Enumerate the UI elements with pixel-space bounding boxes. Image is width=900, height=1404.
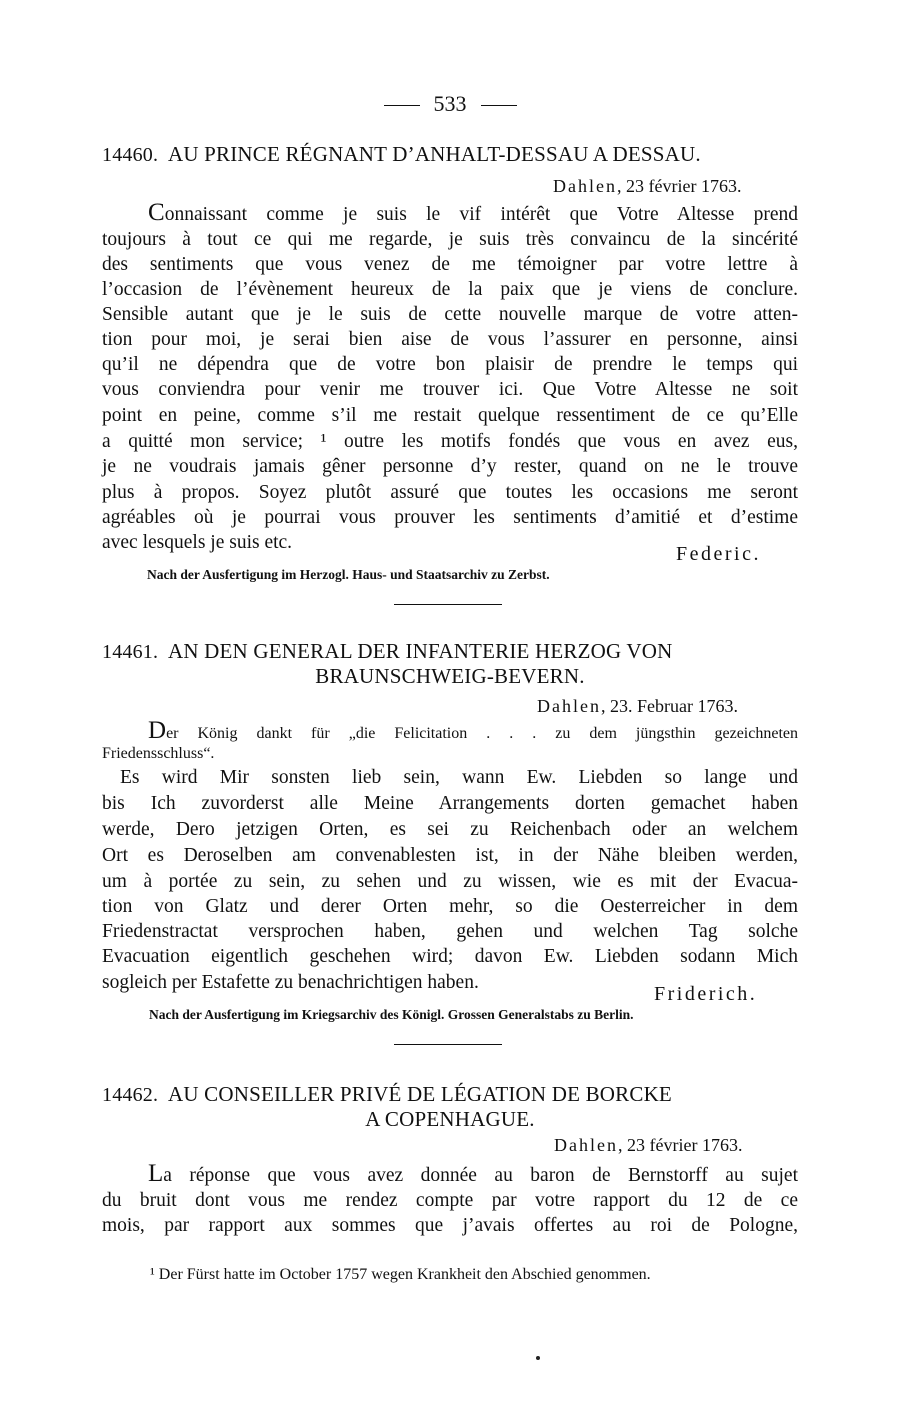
letter-number: 14462. bbox=[102, 1084, 159, 1106]
page-number: 533 bbox=[433, 91, 467, 116]
body-line bbox=[148, 1162, 798, 1188]
dateline-date: , 23 février 1763. bbox=[616, 176, 742, 196]
body-line: je ne voudrais jamais gêner personne d’y rester, quand on ne le trouve bbox=[102, 456, 798, 477]
body-line-rest: onnaissant comme je suis le vif intérêt que Votre Altesse prend bbox=[164, 204, 798, 225]
body-line: sogleich per Estafette zu benachrichtigen haben. bbox=[102, 972, 479, 993]
dateline bbox=[537, 695, 738, 717]
section-divider bbox=[394, 1044, 502, 1045]
body-line: qu’il ne dépendra que de votre bon plaisir de prendre le temps qui bbox=[102, 354, 798, 375]
initial-letter: D bbox=[148, 717, 167, 744]
dateline bbox=[553, 175, 741, 197]
body-line: mois, par rapport aux sommes que j’avais offertes au roi de Pologne, bbox=[102, 1215, 798, 1236]
summary-line-rest: er König dankt für „die Felicitation . . . zu dem jüngsthin gezeichneten bbox=[166, 725, 798, 742]
signature: Federic. bbox=[676, 543, 761, 565]
body-line: avec lesquels je suis etc. bbox=[102, 532, 293, 553]
dateline-place: Dahlen bbox=[537, 696, 601, 716]
body-line: point en peine, comme s’il me restait quelque ressentiment de ce qu’Elle bbox=[102, 405, 798, 426]
body-line: Sensible autant que je le suis de cette nouvelle marque de votre atten- bbox=[102, 304, 798, 325]
body-line: werde, Dero jetzigen Orten, es sei zu Reichenbach oder an welchem bbox=[102, 819, 798, 840]
letter-heading bbox=[102, 1081, 672, 1108]
dateline-date: , 23. Februar 1763. bbox=[600, 696, 738, 716]
page-mark bbox=[536, 1356, 540, 1360]
summary-line bbox=[148, 717, 798, 745]
summary-line: Friedensschluss“. bbox=[102, 745, 215, 762]
body-line: tion von Glatz und derer Orten mehr, so die Oesterreicher in dem bbox=[102, 896, 798, 917]
page-header bbox=[0, 90, 900, 118]
letter-heading-line: AN DEN GENERAL DER INFANTERIE HERZOG VON bbox=[167, 639, 673, 663]
dateline-date: , 23 février 1763. bbox=[617, 1135, 743, 1155]
initial-letter: C bbox=[148, 199, 165, 226]
header-dash-right bbox=[481, 105, 517, 106]
dateline-place: Dahlen bbox=[553, 176, 617, 196]
body-line: bis Ich zuvorderst alle Meine Arrangements dorten gemachet haben bbox=[102, 793, 798, 814]
body-line: Es wird Mir sonsten lieb sein, wann Ew. Liebden so lange und bbox=[120, 767, 798, 788]
letter-heading bbox=[102, 141, 701, 168]
body-line: um à portée zu sein, zu sehen und zu wissen, wie es mit der Evacua- bbox=[102, 871, 798, 892]
letter-heading-line: AU PRINCE RÉGNANT D’ANHALT-DESSAU A DESSAU. bbox=[167, 142, 701, 166]
dateline bbox=[554, 1134, 742, 1156]
body-line: Ort es Deroselben am convenablesten ist, in der Nähe bleiben werden, bbox=[102, 845, 798, 866]
body-line: toujours à tout ce qui me regarde, je suis très convaincu de la sincérité bbox=[102, 229, 798, 250]
body-line: vous conviendra pour venir me trouver ici. Que Votre Altesse ne soit bbox=[102, 379, 798, 400]
source-note: Nach der Ausfertigung im Herzogl. Haus- und Staatsarchiv zu Zerbst. bbox=[147, 567, 550, 582]
body-line: du bruit dont vous me rendez compte par votre rapport du 12 de ce bbox=[102, 1190, 798, 1211]
section-divider bbox=[394, 604, 502, 605]
body-line: l’occasion de l’évènement heureux de la paix que je viens de conclure. bbox=[102, 279, 798, 300]
letter-heading-line: BRAUNSCHWEIG-BEVERN. bbox=[315, 664, 585, 688]
body-line: Friedenstractat versprochen haben, gehen und welchen Tag solche bbox=[102, 921, 798, 942]
body-line: tion pour moi, je serai bien aise de vous l’assurer en personne, ainsi bbox=[102, 329, 798, 350]
signature: Friderich. bbox=[654, 983, 758, 1005]
letter-heading-line: AU CONSEILLER PRIVÉ DE LÉGATION DE BORCKE bbox=[167, 1082, 672, 1106]
body-line-rest: a réponse que vous avez donnée au baron de Bernstorff au sujet bbox=[163, 1165, 798, 1186]
body-line: plus à propos. Soyez plutôt assuré que toutes les occasions me seront bbox=[102, 482, 798, 503]
letter-heading-line: A COPENHAGUE. bbox=[365, 1107, 535, 1131]
letter-number: 14461. bbox=[102, 641, 159, 663]
body-line: agréables où je pourrai vous prouver les sentiments d’amitié et d’estime bbox=[102, 507, 798, 528]
footnote: ¹ Der Fürst hatte im October 1757 wegen Krankheit den Abschied genommen. bbox=[150, 1266, 651, 1283]
letter-heading bbox=[102, 638, 673, 665]
body-line: Evacuation eigentlich geschehen wird; davon Ew. Liebden sodann Mich bbox=[102, 946, 798, 967]
letter-number: 14460. bbox=[102, 144, 159, 166]
dateline-place: Dahlen bbox=[554, 1135, 618, 1155]
initial-letter: L bbox=[148, 1160, 164, 1187]
body-line: a quitté mon service; ¹ outre les motifs fondés que vous en avez eus, bbox=[102, 431, 798, 452]
body-line: des sentiments que vous venez de me témoigner par votre lettre à bbox=[102, 254, 798, 275]
source-note: Nach der Ausfertigung im Kriegsarchiv des Königl. Grossen Generalstabs zu Berlin. bbox=[149, 1007, 634, 1022]
body-line bbox=[148, 201, 798, 227]
header-dash-left bbox=[384, 105, 420, 106]
